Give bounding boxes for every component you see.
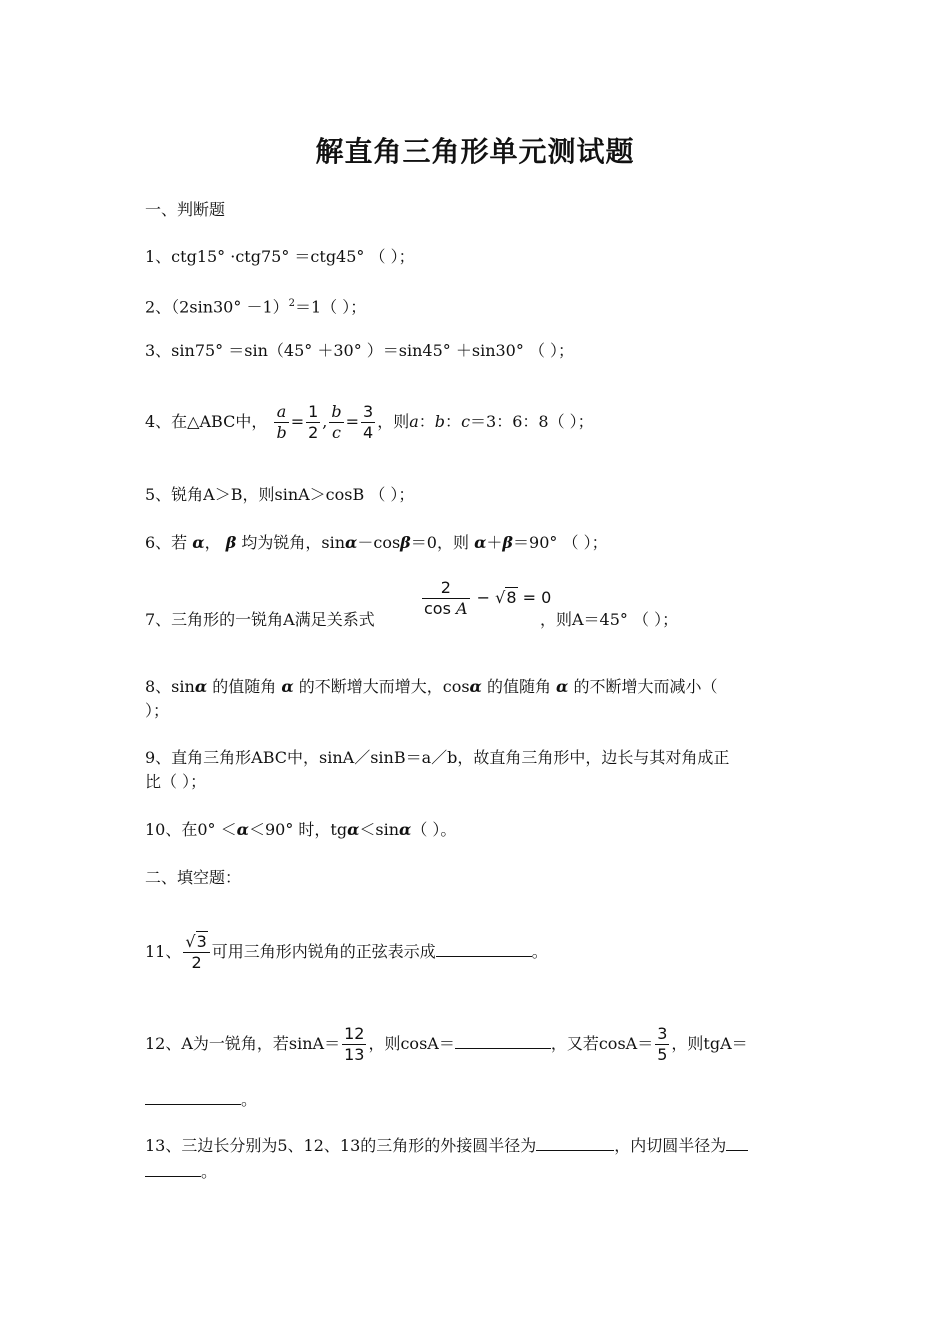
page-title: 解直角三角形单元测试题 [315,135,635,168]
q6-text: －cos [357,533,401,552]
question-9: 9、直角三角形ABC中，sinA／sinB＝a／b，故直角三角形中，边长与其对角成正 [145,748,730,767]
question-4 [145,398,810,446]
question-13-line2 [145,1160,810,1184]
q6-beta: β [400,533,411,552]
q11-fraction: $\frac{√3}{2}$ [183,932,209,973]
q12-fraction-12-13: $\frac{12}{13}$ [344,1024,365,1064]
q4-equals-1: = [290,412,305,431]
question-2 [145,292,810,319]
q13-blank-inradius-start[interactable] [726,1134,748,1151]
q4-var-c: c [461,412,471,431]
question-1: 1、ctg15° ·ctg75° ＝ctg45° （ ）； [145,247,415,266]
q2-text-a: 2、（2sin30° －1） [145,297,289,317]
q10-text: 10、在0° ＜ [145,820,237,839]
q11-text: 可用三角形内锐角的正弦表示成 [211,942,436,961]
q12-blank-cos[interactable] [455,1032,551,1049]
q7-minus: − [471,588,496,607]
q4-prefix: 4、在△ABC中， [145,412,268,431]
question-10 [145,818,810,842]
q11-end: 。 [531,942,548,961]
q6-alpha: α [192,533,205,552]
q10-text: ＜90° 时，tg [248,820,348,839]
q7-sqrt: √8 [495,588,517,607]
q4-fraction-b-c: $\frac{b}{c}$ [331,402,342,442]
q10-text: （ ）。 [411,820,457,839]
q10-alpha: α [347,820,360,839]
q4-var-b: b [434,412,446,431]
q12-fraction-3-5: $\frac{3}{5}$ [657,1024,668,1064]
q8-text: 的值随角 [207,677,282,696]
q10-text: ＜sin [359,820,400,839]
q6-text: ＝90° （ ）； [513,533,608,552]
section-heading-judgment: 一、判断题 [145,200,226,219]
q6-text: ＝0，则 [410,533,475,552]
q13-blank-circumradius[interactable] [536,1134,614,1151]
q6-text: ， [204,533,226,552]
question-12-line2 [145,1088,810,1112]
q11-blank[interactable] [436,940,532,957]
question-5: 5、锐角A＞B，则sinA＞cosB （ ）； [145,485,415,504]
question-8 [145,675,810,699]
q8-alpha: α [281,677,294,696]
q13-text: 13、三边长分别为5、12、13的三角形的外接圆半径为 [145,1136,537,1155]
q8-alpha: α [194,677,208,696]
q12-end: 。 [241,1090,258,1109]
q8-alpha: α [556,677,569,696]
q8-text: 8、sin [145,677,195,696]
q2-superscript: 2 [288,298,295,309]
q6-beta: β [225,533,237,552]
q7-fraction: $\frac{2}{\text{cos A}}$ [424,578,468,618]
q8-text: 的不断增大而减小（ [568,677,718,696]
section-heading-fill: 二、填空题： [145,868,242,887]
q8-text: 的值随角 [481,677,557,696]
q12-text: ，则tgA＝ [671,1034,748,1053]
q8-alpha: α [469,677,482,696]
q10-alpha: α [236,820,249,839]
q6-alpha: α [474,533,487,552]
q12-blank-tg[interactable] [145,1088,241,1105]
q4-suffix: ＝3：6：8（ ）； [470,412,594,431]
q7-suffix: ，则A＝45° （ ）； [540,610,679,629]
q12-text: ，则cosA＝ [368,1034,455,1053]
q13-text: ，内切圆半径为 [614,1136,727,1155]
q8-text: 的不断增大而增大，cos [293,677,470,696]
q6-alpha: α [345,533,358,552]
q4-colon-1: ： [418,412,435,431]
q6-text: 均为锐角，sin [236,533,346,552]
q12-text: ，又若cosA＝ [550,1034,654,1053]
question-9-line2: 比（ ）； [145,772,207,791]
question-12 [145,1020,810,1068]
question-3: 3、sin75° ＝sin（45° ＋30° ）＝sin45° ＋sin30° （ ）； [145,341,575,360]
question-11 [145,928,810,976]
q4-equals-2: = [345,412,360,431]
q4-colon-2: ： [445,412,462,431]
q2-text-b: ＝1（ ）； [295,297,367,317]
q6-beta: β [502,533,514,552]
q4-var-a: a [409,412,419,431]
q6-text: 6、若 [145,533,193,552]
q13-blank-inradius-end[interactable] [145,1160,201,1177]
q7-prefix: 7、三角形的一锐角A满足关系式 [145,610,375,629]
question-6 [145,531,810,555]
question-13 [145,1134,810,1158]
q12-text: 12、A为一锐角，若sinA＝ [145,1034,341,1053]
q10-alpha: α [399,820,412,839]
q7-rhs: = 0 [517,588,552,607]
q11-prefix: 11、 [145,942,182,961]
question-8-line2: ）； [145,701,170,720]
q6-text: ＋ [486,533,503,552]
q4-mid: ，则 [377,412,410,431]
q4-fraction-a-b: $\frac{a}{b}$ [276,402,287,442]
q4-comma: , [322,412,328,431]
q13-end: 。 [201,1162,218,1181]
q4-fraction-3-4: $\frac{3}{4}$ [363,402,374,442]
q7-formula [420,578,551,619]
q4-fraction-1-2: $\frac{1}{2}$ [308,402,319,442]
